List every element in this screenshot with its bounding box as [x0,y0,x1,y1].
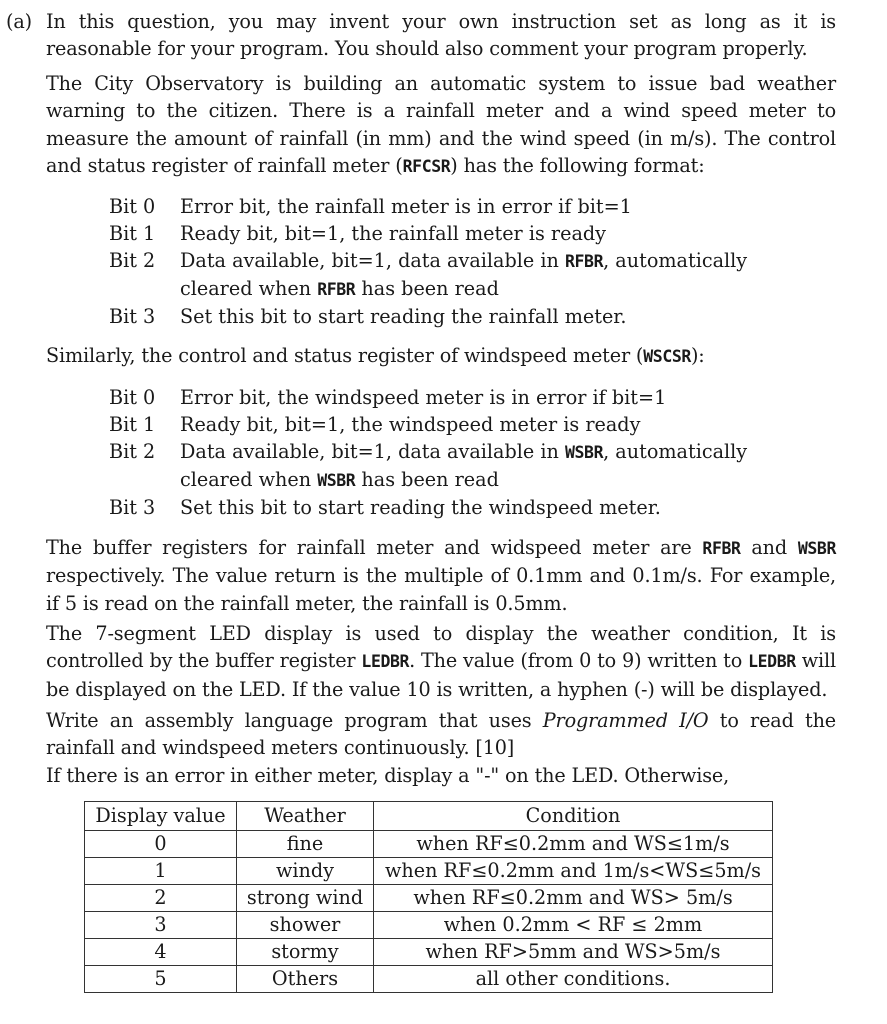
question-label: (a) [6,10,32,33]
rainfall-bit-row [109,247,809,303]
header-condition: Condition [374,802,773,831]
bit-name: Bit 2 [109,440,156,463]
wsbr-register: WSBR [564,443,604,462]
cell-weather: shower [237,912,374,939]
bit-desc-pre: Data available, bit=1, data available in [180,249,565,272]
cell-condition: all other conditions. [374,966,773,993]
cell-display-value: 3 [85,912,237,939]
programmed-io-emphasis: Programmed I/O [542,709,709,732]
ledbr-register: LEDBR [361,652,410,672]
bit-desc-pre: Data available, bit=1, data available in [180,440,565,463]
intro-text: In this question, you may invent your own instruction set as long as it is reasonable for your program. You should also comment your program properly. [46,10,836,61]
rainfall-bit-row [109,303,809,330]
scenario-text: The City Observatory is building an automatic system to issue bad weather warning to the citizen. There is a rainfall meter and a wind speed meter to measure the amount of rainfall (in mm) and the wind speed (in m/s). The control and status register of rainfall meter ( [46,72,836,178]
led-post: will be displayed on the LED. If the value 10 is written, a hyphen (-) will be displayed. [46,649,836,701]
cell-weather: strong wind [237,885,374,912]
cell-display-value: 4 [85,939,237,966]
rfcsr-register: RFCSR [402,157,451,177]
table-row [85,912,773,939]
wsbr-register: WSBR [797,539,836,558]
wind-bit-list [109,384,809,521]
wind-bit-row [109,494,809,521]
bit-desc: Set this bit to start reading the rainfall meter. [180,305,627,328]
cell-condition: when RF>5mm and WS>5m/s [374,939,773,966]
wsbr-register: WSBR [317,471,356,490]
rfbr-register: RFBR [317,280,356,299]
buffer-paragraph [46,534,836,617]
bit-desc: Ready bit, bit=1, the windspeed meter is ready [180,413,641,436]
bit-name: Bit 3 [109,496,156,519]
error-instruction-text: If there is an error in either meter, display a "-" on the LED. Otherwise, [46,764,730,787]
table-row [85,858,773,885]
bit-desc-post: has been read [355,277,499,300]
cell-weather: windy [237,858,374,885]
bit-desc-mid: , automatically cleared when [180,249,748,300]
buffer-pre: The buffer registers for rainfall meter and widspeed meter are [46,536,703,559]
bit-name: Bit 3 [109,305,156,328]
ledbr-register: LEDBR [748,652,796,672]
buffer-mid: and [740,536,798,559]
bit-name: Bit 0 [109,195,156,218]
table-row [85,939,773,966]
cell-weather: fine [237,831,374,858]
cell-weather: Others [237,966,374,993]
cell-display-value: 5 [85,966,237,993]
weather-condition-table [84,801,773,993]
bit-desc-post: has been read [355,468,499,491]
cell-display-value: 2 [85,885,237,912]
bit-name: Bit 2 [109,249,156,272]
led-mid: . The value (from 0 to 9) written to [409,649,749,673]
header-display-value: Display value [85,802,237,831]
table-row [85,885,773,912]
bit-desc: Error bit, the windspeed meter is in error if bit=1 [180,386,667,409]
bit-name: Bit 0 [109,386,156,409]
cell-condition: when 0.2mm < RF ≤ 2mm [374,912,773,939]
cell-weather: stormy [237,939,374,966]
task-post: to read the rainfall and windspeed meters continuously. [10] [46,709,836,760]
bit-desc-mid: , automatically cleared when [180,440,748,491]
rfbr-register: RFBR [564,252,604,271]
cell-display-value: 1 [85,858,237,885]
table-row [85,831,773,858]
buffer-post: respectively. The value return is the multiple of 0.1mm and 0.1m/s. For example, if 5 is read on the rainfall meter, the rainfall is 0.5mm. [46,564,836,615]
error-instruction [46,762,836,789]
wind-intro-post: ): [690,344,705,367]
wind-bit-row [109,384,809,411]
task-paragraph [46,707,836,762]
bit-desc [180,438,809,494]
task-pre: Write an assembly language program that uses [46,709,543,732]
cell-condition: when RF≤0.2mm and WS≤1m/s [374,831,773,858]
bit-desc [180,247,809,303]
cell-display-value: 0 [85,831,237,858]
question-intro [6,8,836,63]
cell-condition: when RF≤0.2mm and 1m/s<WS≤5m/s [374,858,773,885]
bit-desc: Ready bit, bit=1, the rainfall meter is ready [180,222,607,245]
led-pre: The 7-segment LED display is used to display the weather condition, It is controlled by the buffer register [46,622,836,673]
bit-desc: Set this bit to start reading the windspeed meter. [180,496,661,519]
wind-intro-paragraph [46,342,836,370]
wind-intro-pre: Similarly, the control and status register of windspeed meter ( [46,344,644,367]
cell-condition: when RF≤0.2mm and WS> 5m/s [374,885,773,912]
rfbr-register: RFBR [702,539,741,558]
wscsr-register: WSCSR [643,347,691,366]
rainfall-bit-row [109,193,809,220]
wind-bit-row [109,438,809,494]
bit-name: Bit 1 [109,222,156,245]
bit-name: Bit 1 [109,413,156,436]
rainfall-bit-list [109,193,809,330]
scenario-end-text: ) has the following format: [450,154,705,178]
table-row [85,966,773,993]
bit-desc: Error bit, the rainfall meter is in error if bit=1 [180,195,632,218]
table-header-row [85,802,773,831]
wind-bit-row [109,411,809,438]
led-paragraph [46,620,836,703]
scenario-paragraph [46,70,836,181]
rainfall-bit-row [109,220,809,247]
header-weather: Weather [237,802,374,831]
